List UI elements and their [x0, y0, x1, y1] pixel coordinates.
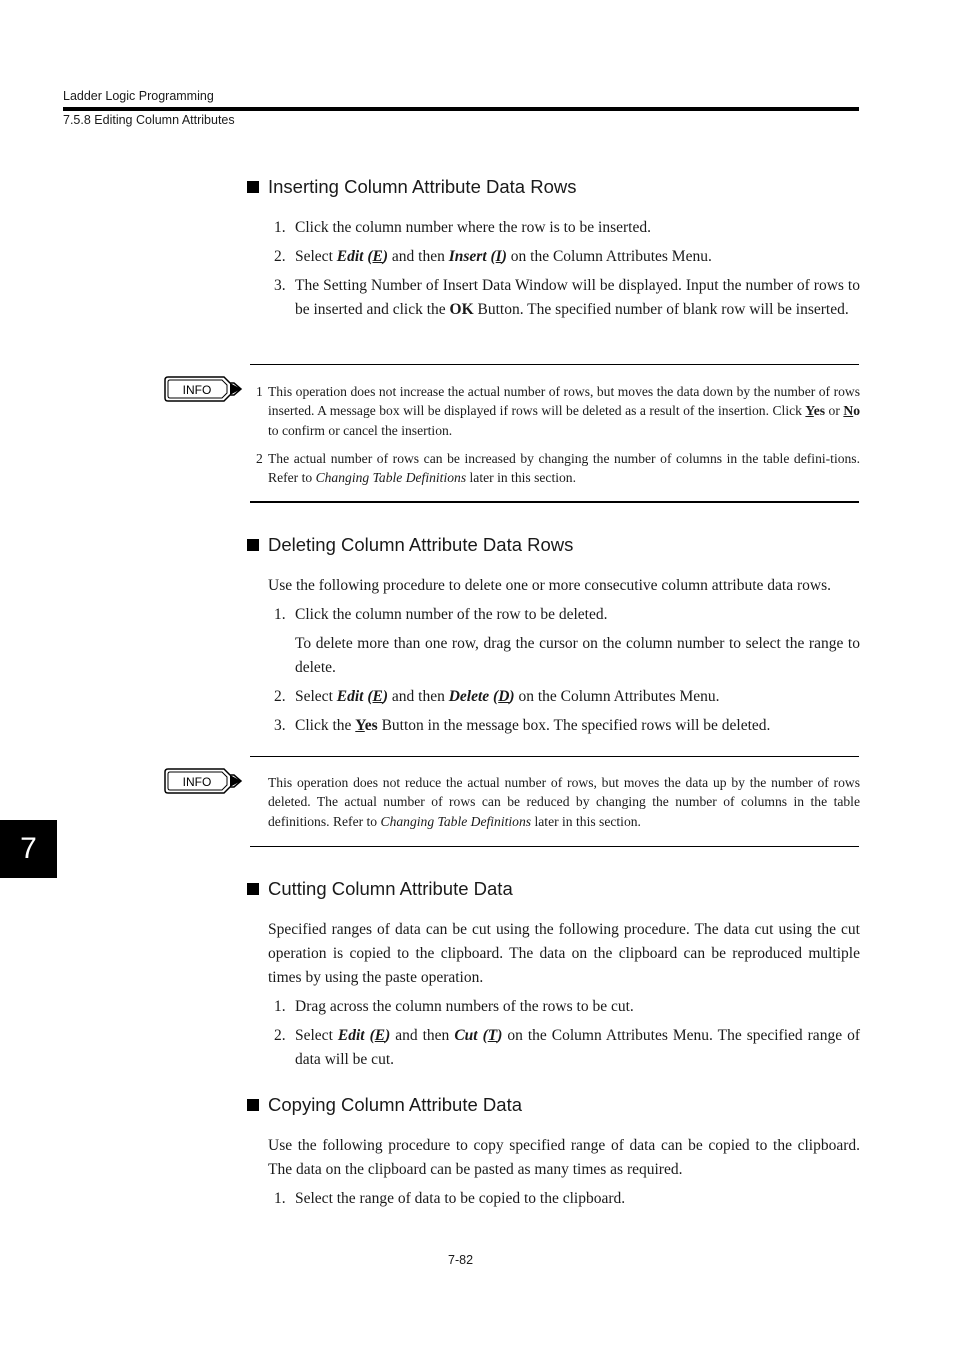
info-note-1: [256, 382, 860, 440]
square-bullet-icon: [247, 1099, 259, 1111]
list-item: [274, 685, 860, 709]
list-item: [274, 714, 860, 738]
running-header-title: Ladder Logic Programming: [63, 89, 214, 103]
square-bullet-icon: [247, 883, 259, 895]
step-number: 1.: [274, 606, 286, 623]
info-icon: [164, 767, 244, 795]
list-item: [274, 995, 860, 1019]
info-rule-top: [250, 756, 859, 757]
section-intro: Use the following procedure to delete one or more consecutive column attribute data rows.: [268, 577, 831, 594]
step-number: 2.: [274, 688, 286, 705]
section-title-cutting: [247, 878, 513, 900]
step-text: Select Edit (E) and then Cut (T) on the Column Attributes Menu. The specified range of data will be cut.: [295, 1027, 860, 1068]
list-item: [274, 245, 860, 269]
step-text: Select Edit (E) and then Insert (I) on the Column Attributes Menu.: [295, 248, 712, 265]
list-item: [274, 1187, 860, 1211]
header-rule: [63, 107, 859, 111]
info-rule-top: [250, 364, 859, 365]
svg-text:INFO: INFO: [182, 775, 212, 789]
step-text: Select Edit (E) and then Delete (D) on the Column Attributes Menu.: [295, 688, 720, 705]
step-number: 1.: [274, 1190, 286, 1207]
step-number: 1.: [274, 219, 286, 236]
chapter-tab: 7: [0, 820, 57, 878]
info-rule-bottom: [250, 501, 859, 503]
section-title-inserting: [247, 176, 576, 198]
section-intro: Specified ranges of data can be cut using the following procedure. The data cut using the cut operation is copied to the clipboard. The data on the clipboard can be reproduced multiple times by using the paste operation.: [268, 921, 860, 986]
info-note-2: [256, 449, 860, 488]
section-title-deleting: [247, 534, 573, 556]
section-title-text: Inserting Column Attribute Data Rows: [268, 176, 577, 197]
step-number: 2.: [274, 248, 286, 265]
step-subtext: To delete more than one row, drag the cursor on the column number to select the range to delete.: [295, 635, 860, 676]
note-text: This operation does not increase the actual number of rows, but moves the data down by the number of rows inserted. A message box will be displayed if rows will be deleted as a result of the insertion. Click Yes or No to confirm or cancel the insertion.: [268, 384, 860, 438]
step-text: Select the range of data to be copied to the clipboard.: [295, 1190, 626, 1207]
section-title-text: Deleting Column Attribute Data Rows: [268, 534, 574, 555]
list-item: [274, 216, 860, 240]
info-note: This operation does not reduce the actual number of rows, but moves the data up by the number of rows deleted. The actual number of rows can be reduced by changing the number of columns in the table definitions. Refer to Changing Table Definitions later in this section.: [268, 775, 860, 829]
note-number: 2: [256, 451, 263, 466]
step-number: 1.: [274, 998, 286, 1015]
square-bullet-icon: [247, 181, 259, 193]
running-header-subsection: 7.5.8 Editing Column Attributes: [63, 113, 235, 127]
info-rule-bottom: [250, 846, 859, 847]
list-item: [274, 1024, 860, 1072]
step-text: Drag across the column numbers of the rows to be cut.: [295, 998, 634, 1015]
section-intro: Use the following procedure to copy specified range of data can be copied to the clipboard. The data on the clipboard can be pasted as many times as required.: [268, 1137, 860, 1178]
section-title-text: Copying Column Attribute Data: [268, 1094, 522, 1115]
step-text: Click the Yes Button in the message box. The specified rows will be deleted.: [295, 717, 771, 734]
list-item: [274, 274, 860, 322]
step-number: 2.: [274, 1027, 286, 1044]
step-text: Click the column number of the row to be deleted.: [295, 606, 608, 623]
step-text: The Setting Number of Insert Data Window will be displayed. Input the number of rows to be inserted and click the OK Button. The specified number of blank row will be inserted.: [295, 277, 860, 318]
section-title-text: Cutting Column Attribute Data: [268, 878, 513, 899]
step-number: 3.: [274, 717, 286, 734]
step-number: 3.: [274, 277, 286, 294]
page-number: 7-82: [448, 1253, 474, 1267]
note-text: The actual number of rows can be increased by changing the number of columns in the table defini-tions. Refer to Changing Table Definitions later in this section.: [268, 451, 860, 486]
square-bullet-icon: [247, 539, 259, 551]
svg-text:INFO: INFO: [182, 383, 212, 397]
step-text: Click the column number where the row is to be inserted.: [295, 219, 651, 236]
note-number: 1: [256, 384, 263, 399]
info-icon: [164, 375, 244, 403]
list-item: [274, 603, 860, 627]
section-title-copying: [247, 1094, 522, 1116]
